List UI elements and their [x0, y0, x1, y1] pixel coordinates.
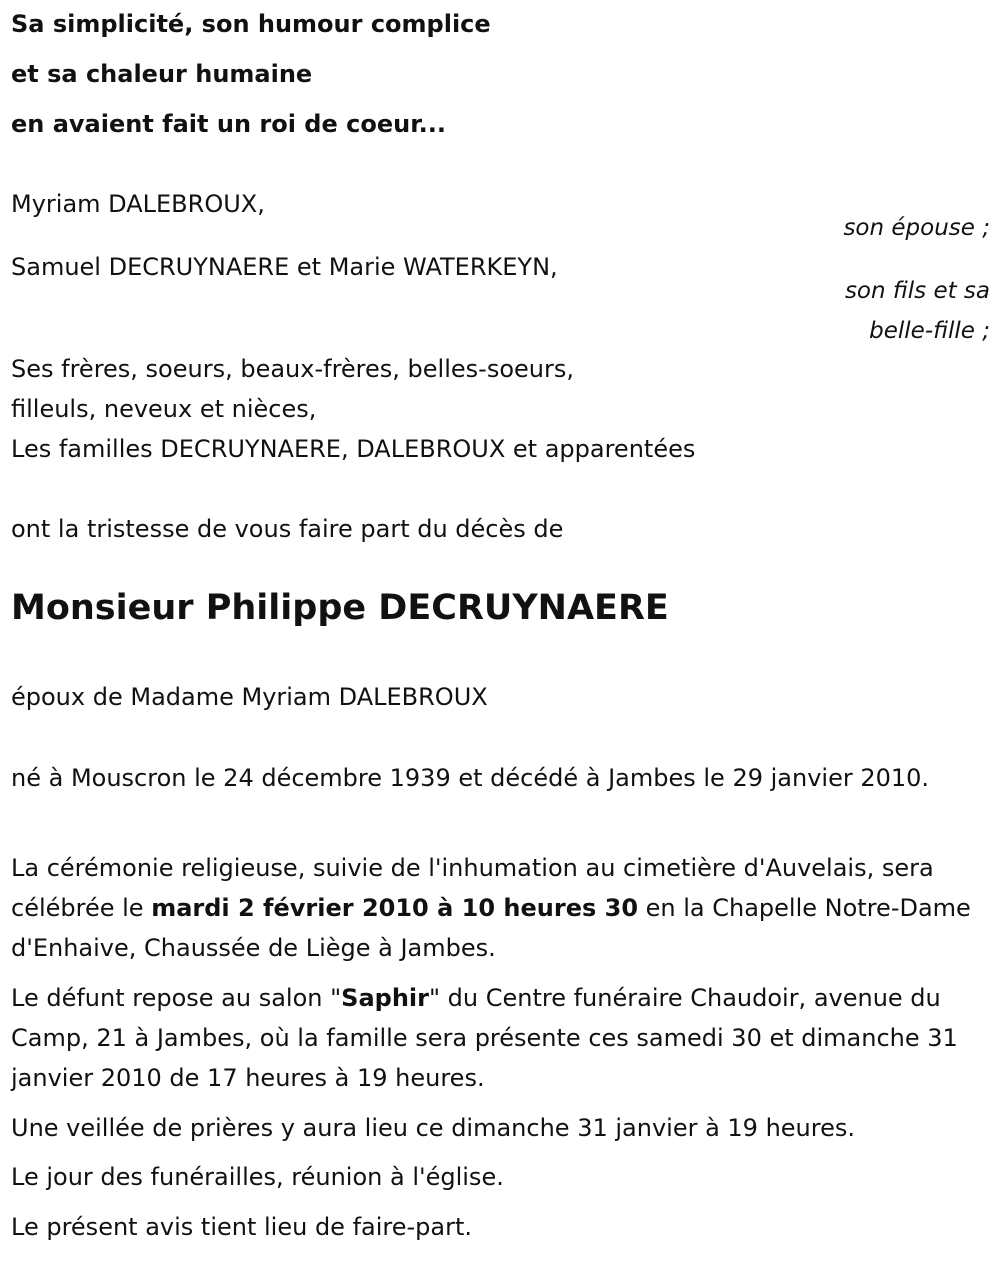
ceremony-text-1: La cérémonie religieuse, suivie de l'inhumation au cimetière d'Auvelais, sera célébrée le — [11, 854, 934, 922]
quote-line-2: et sa chaleur humaine — [11, 60, 313, 88]
wife-role: son épouse ; — [843, 215, 990, 241]
ceremony-date: mardi 2 février 2010 à 10 heures 30 — [151, 894, 639, 922]
son-role-line-2: belle-fille ; — [869, 318, 990, 344]
ceremony-text-2: en la Chapelle Notre-Dame d'Enhaive, Chaussée de Liège à Jambes. — [11, 894, 971, 962]
faire-part-notice: Le présent avis tient lieu de faire-part. — [11, 1213, 473, 1241]
son-names: Samuel DECRUYNAERE et Marie WATERKEYN, — [11, 253, 558, 281]
salon-text-1: Le défunt repose au salon " — [11, 984, 342, 1012]
ceremony-paragraph — [11, 848, 991, 968]
funeral-day-notice: Le jour des funérailles, réunion à l'église. — [11, 1163, 504, 1191]
salon-text-2: " du Centre funéraire Chaudoir, avenue du Camp, 21 à Jambes, où la famille sera présente ces samedi 30 et dimanche 31 janvier 2010 de 17 heures à 19 heures. — [11, 984, 958, 1092]
quote-line-3: en avaient fait un roi de coeur... — [11, 110, 446, 138]
son-role-line-1: son fils et sa — [844, 278, 990, 304]
deceased-name: Monsieur Philippe DECRUYNAERE — [11, 588, 669, 628]
salon-name: Saphir — [341, 984, 429, 1012]
announcement-intro: ont la tristesse de vous faire part du décès de — [11, 515, 564, 543]
vigil-notice: Une veillée de prières y aura lieu ce dimanche 31 janvier à 19 heures. — [11, 1114, 856, 1142]
spouse-of: époux de Madame Myriam DALEBROUX — [11, 683, 488, 711]
relatives-line-3: Les familles DECRUYNAERE, DALEBROUX et apparentées — [11, 435, 696, 463]
quote-line-1: Sa simplicité, son humour complice — [11, 10, 491, 38]
birth-death: né à Mouscron le 24 décembre 1939 et décédé à Jambes le 29 janvier 2010. — [11, 764, 930, 792]
relatives-line-2: filleuls, neveux et nièces, — [11, 395, 317, 423]
salon-paragraph — [11, 978, 991, 1098]
relatives-line-1: Ses frères, soeurs, beaux-frères, belles-soeurs, — [11, 355, 574, 383]
wife-name: Myriam DALEBROUX, — [11, 190, 265, 218]
